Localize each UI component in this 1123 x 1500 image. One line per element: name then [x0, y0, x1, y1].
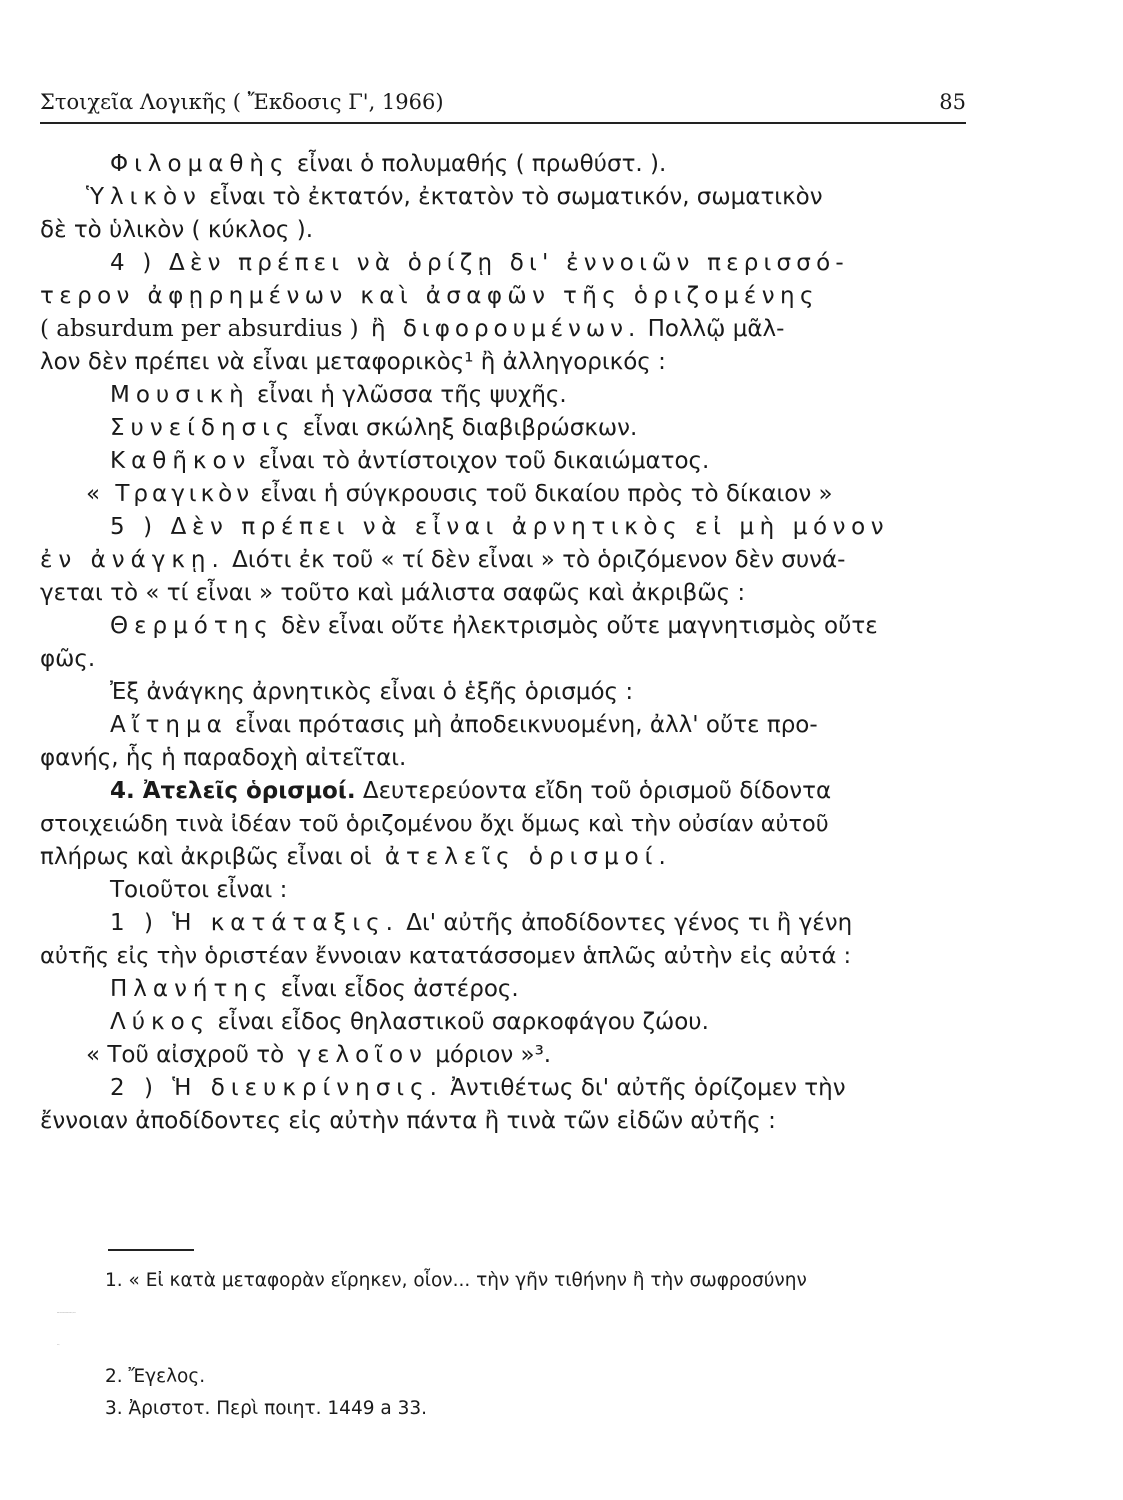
text-line: τερον ἀφῃρημένων καὶ ἀσαφῶν τῆς ὁριζομένης [40, 283, 819, 309]
line-text: Πολλῷ μᾶλ- [640, 316, 785, 342]
line-text: εἶναι σκώληξ διαβιβρώσκων. [295, 415, 638, 441]
main-text [40, 148, 966, 1138]
footnote-rule [108, 1249, 194, 1251]
footnote-3: 3. Ἀριστοτ. Περὶ ποιητ. 1449 a 33. [105, 1398, 428, 1419]
defined-term: Συνείδησις [110, 415, 296, 441]
footnote-1-cont [57, 1329, 965, 1361]
footnote-1: 1. « Εἰ κατὰ μεταφορὰν εἴρηκεν, οἷον... τὴν γῆν τιθήνην ἢ τὴν σωφροσύνην [105, 1270, 807, 1291]
emphasized-word: ἢ διφορουμένων. [358, 316, 641, 342]
text-line: Τοιοῦτοι εἶναι : [110, 877, 288, 903]
line-text: Δευτερεύοντα εἴδη τοῦ ὁρισμοῦ δίδοντα [355, 778, 832, 804]
line-text: εἶναι τὸ ἀντίστοιχον τοῦ δικαιώματος. [251, 448, 710, 474]
line-text: πλήρως καὶ ἀκριβῶς εἶναι οἱ [40, 844, 372, 870]
page-number: 85 [939, 90, 966, 114]
line-text: εἶναι ὁ πολυμαθής ( πρωθύστ. ). [289, 151, 667, 177]
text-line: λον δὲν πρέπει νὰ εἶναι μεταφορικὸς¹ ἢ ἀλληγορικός : [40, 349, 666, 375]
text-line: στοιχειώδη τινὰ ἰδέαν τοῦ ὁριζομένου ὄχι ὅμως καὶ τὴν οὐσίαν αὐτοῦ [40, 811, 829, 837]
defined-term: Μουσικὴ [110, 382, 250, 408]
emphasized-word: ἀτελεῖς ὁρισμοί. [371, 844, 672, 870]
text-line [40, 313, 966, 346]
text-line: 5 ) Δὲν πρέπει νὰ εἶναι ἀρνητικὸς εἰ μὴ μόνον [110, 514, 890, 540]
text-line [40, 148, 966, 181]
footnote-2: 2. Ἔγελος. [105, 1366, 206, 1387]
footnote-1-cont [57, 1297, 965, 1329]
defined-term: Καθῆκον [110, 448, 252, 474]
line-text: εἶναι τὸ ἐκτατόν, ἐκτατὸν τὸ σωματικόν, σωματικὸν [201, 184, 823, 210]
running-title: Στοιχεῖα Λογικῆς ( Ἔκδοσις Γ', 1966) [40, 90, 444, 114]
line-text: εἶναι ἡ γλῶσσα τῆς ψυχῆς. [249, 382, 567, 408]
text-line [40, 610, 966, 643]
text-line: γεται τὸ « τί εἶναι » τοῦτο καὶ μάλιστα σαφῶς καὶ ἀκριβῶς : [40, 580, 746, 606]
line-text: Ἀντιθέτως δι' αὐτῆς ὁρίζομεν τὴν [442, 1075, 846, 1101]
text-line: Ἐξ ἀνάγκης ἀρνητικὸς εἶναι ὁ ἑξῆς ὁρισμός : [110, 679, 634, 705]
text-line: φανής, ἧς ἡ παραδοχὴ αἰτεῖται. [40, 745, 407, 771]
latin-phrase: ( absurdum per absurdius ) [40, 316, 359, 342]
line-text: δὲν εἶναι οὔτε ἠλεκτρισμὸς οὔτε μαγνητισμὸς οὔτε [273, 613, 878, 639]
line-text: εἶναι πρότασις μὴ ἀποδεικνυομένη, ἀλλ' οὔτε προ- [227, 712, 818, 738]
text-line [40, 181, 966, 214]
emphasized-word: 2 ) Ἡ διευκρίνησις. [110, 1075, 443, 1101]
text-line [40, 544, 966, 577]
text-line [40, 775, 966, 808]
emphasized-word: γελοῖον [284, 1042, 428, 1068]
line-text: μόριον »³. [427, 1042, 552, 1068]
text-line: ἔννοιαν ἀποδίδοντες εἰς αὐτὴν πάντα ἢ τινὰ τῶν εἰδῶν αὐτῆς : [40, 1108, 776, 1134]
defined-term: Φιλομαθὴς [110, 151, 290, 177]
line-text: Διότι ἐκ τοῦ « τί δὲν εἶναι » τὸ ὁριζόμενον δὲν συνά- [224, 547, 846, 573]
defined-term: « Τραγικὸν [86, 481, 254, 507]
emphasized-word: 1 ) Ἡ κατάταξις. [110, 910, 399, 936]
emphasized-word: ἐν ἀνάγκῃ. [40, 547, 225, 573]
text-line [40, 478, 966, 511]
defined-term: Αἴτημα [110, 712, 228, 738]
text-line [40, 709, 966, 742]
text-line: αὐτῆς εἰς τὴν ὁριστέαν ἔννοιαν κατατάσσομεν ἁπλῶς αὐτὴν εἰς αὐτά : [40, 943, 852, 969]
text-line [40, 841, 966, 874]
line-text: εἶναι εἶδος θηλαστικοῦ σαρκοφάγου ζώου. [210, 1009, 709, 1035]
text-line [40, 1039, 966, 1072]
section-heading: 4. Ἀτελεῖς ὁρισμοί. [110, 778, 356, 804]
text-line [40, 445, 966, 478]
defined-term: Θερμότης [110, 613, 274, 639]
text-line [40, 973, 966, 1006]
text-line: 4 ) Δὲν πρέπει νὰ ὁρίζῃ δι' ἐννοιῶν περισσό- [110, 250, 849, 276]
running-header [40, 88, 966, 124]
text-line [40, 1072, 966, 1105]
text-line [40, 412, 966, 445]
text-line [40, 1006, 966, 1039]
text-line [40, 379, 966, 412]
line-text: Δι' αὐτῆς ἀποδίδοντες γένος τι ἢ γένη [398, 910, 853, 936]
line-text: εἶναι ἡ σύγκρουσις τοῦ δικαίου πρὸς τὸ δίκαιον » [253, 481, 833, 507]
text-line: φῶς. [40, 646, 96, 672]
footnotes [105, 1265, 965, 1425]
defined-term: Λύκος [110, 1009, 211, 1035]
defined-term: Ὑλικὸν [86, 184, 202, 210]
defined-term: Πλανήτης [110, 976, 274, 1002]
text-line: δὲ τὸ ὑλικὸν ( κύκλος ). [40, 217, 314, 243]
line-text: εἶναι εἶδος ἀστέρος. [273, 976, 519, 1002]
line-text: « Τοῦ αἰσχροῦ τὸ [86, 1042, 285, 1068]
text-line [40, 907, 966, 940]
